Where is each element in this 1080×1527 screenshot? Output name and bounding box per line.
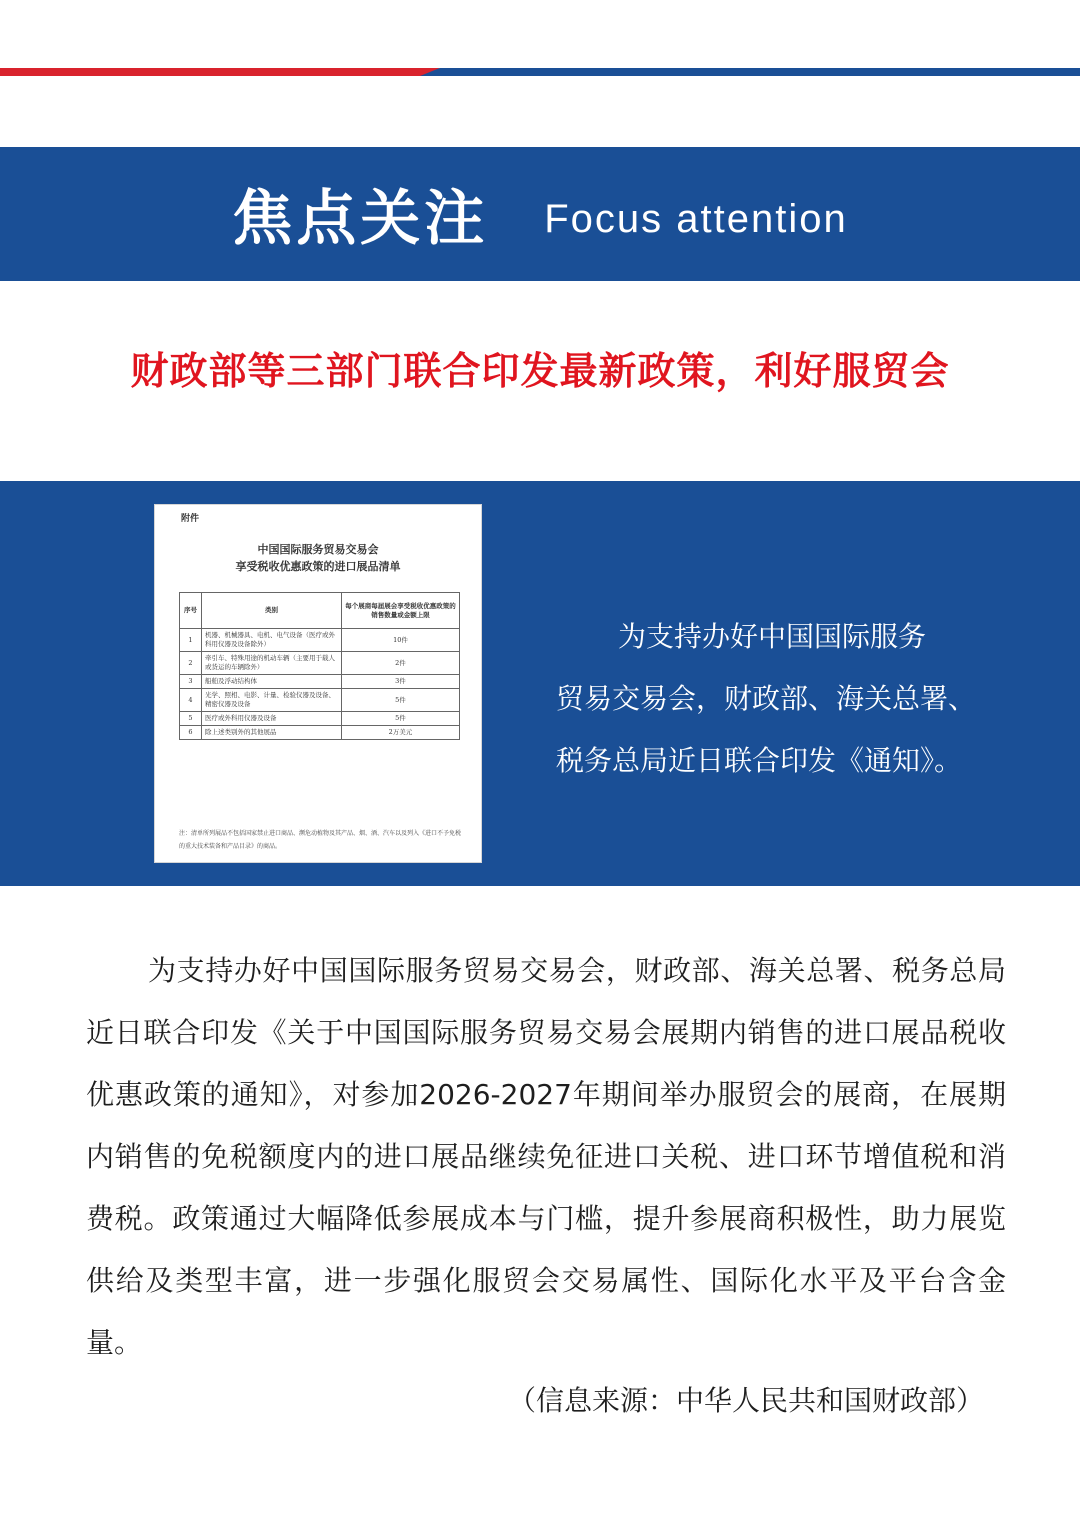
section-title-cn: 焦点关注 <box>232 184 489 254</box>
doc-table-row <box>180 629 460 652</box>
row-limit: 2件 <box>342 652 460 675</box>
panel-text-line1: 为支持办好中国国际服务 <box>618 620 927 653</box>
doc-table <box>179 592 460 740</box>
row-seq: 1 <box>180 629 202 652</box>
article-headline: 财政部等三部门联合印发最新政策，利好服贸会 <box>130 349 950 393</box>
stripe-blue-segment <box>420 68 1080 76</box>
row-seq: 5 <box>180 712 202 726</box>
doc-annex-label: 附件 <box>181 514 200 524</box>
doc-table-header-limit: 每个展商每届展会享受税收优惠政策的销售数量或金额上限 <box>342 593 460 629</box>
row-seq: 4 <box>180 689 202 712</box>
row-category: 除上述类别外的其他展品 <box>202 726 342 740</box>
row-seq: 3 <box>180 675 202 689</box>
info-source: （信息来源：中华人民共和国财政部） <box>507 1384 984 1417</box>
top-decorative-stripe <box>0 68 1080 76</box>
article-body-paragraph: 为支持办好中国国际服务贸易交易会，财政部、海关总署、税务总局近日联合印发《关于中国国际服务贸易交易会展期内销售的进口展品税收优惠政策的通知》，对参加2026-2027年期间举办服贸会的展商，在展期内销售的免税额度内的进口展品继续免征进口关税、进口环节增值税和消费税。政策通过大幅降低参展成本与门槛，提升参展商积极性，助力展览供给及类型丰富，进一步强化服贸会交易属性、国际化水平及平台含金量。 <box>86 954 1006 1359</box>
doc-note: 注：清单所列展品不包括国家禁止进口商品、濒危动植物及其产品、烟、酒、汽车以及列入《进口不予免税的重大技术装备和产品目录》的商品。 <box>179 830 462 850</box>
doc-table-row <box>180 712 460 726</box>
row-category: 光学、照相、电影、计量、检验仪器及设备、精密仪器及设备 <box>202 689 342 712</box>
panel-summary-text <box>556 606 1026 792</box>
doc-table-header-category: 类别 <box>202 593 342 629</box>
document-image <box>154 504 482 863</box>
doc-table-row <box>180 689 460 712</box>
doc-title <box>155 541 481 575</box>
doc-title-line1: 中国国际服务贸易交易会 <box>257 543 379 556</box>
doc-title-line2: 享受税收优惠政策的进口展品清单 <box>235 560 401 573</box>
doc-table-header-row <box>180 593 460 629</box>
row-category: 牵引车、特殊用途的机动车辆（主要用于载人或货运的车辆除外） <box>202 652 342 675</box>
row-limit: 5件 <box>342 689 460 712</box>
row-seq: 6 <box>180 726 202 740</box>
row-limit: 3件 <box>342 675 460 689</box>
row-limit: 10件 <box>342 629 460 652</box>
row-category: 船舶及浮动结构体 <box>202 675 342 689</box>
row-limit: 2万美元 <box>342 726 460 740</box>
row-seq: 2 <box>180 652 202 675</box>
doc-table-header-seq: 序号 <box>180 593 202 629</box>
doc-table-row <box>180 726 460 740</box>
doc-table-row <box>180 652 460 675</box>
row-limit: 5件 <box>342 712 460 726</box>
row-category: 机器、机械器具、电机、电气设备（医疗或外科用仪器及设备除外） <box>202 629 342 652</box>
panel-text-line2: 贸易交易会，财政部、海关总署、 <box>556 682 977 715</box>
section-header-band <box>0 147 1080 281</box>
panel-text-line3: 税务总局近日联合印发《通知》。 <box>556 744 963 777</box>
stripe-red-segment <box>0 68 440 76</box>
row-category: 医疗或外科用仪器及设备 <box>202 712 342 726</box>
section-title-en: Focus attention <box>544 196 848 241</box>
doc-table-row <box>180 675 460 689</box>
